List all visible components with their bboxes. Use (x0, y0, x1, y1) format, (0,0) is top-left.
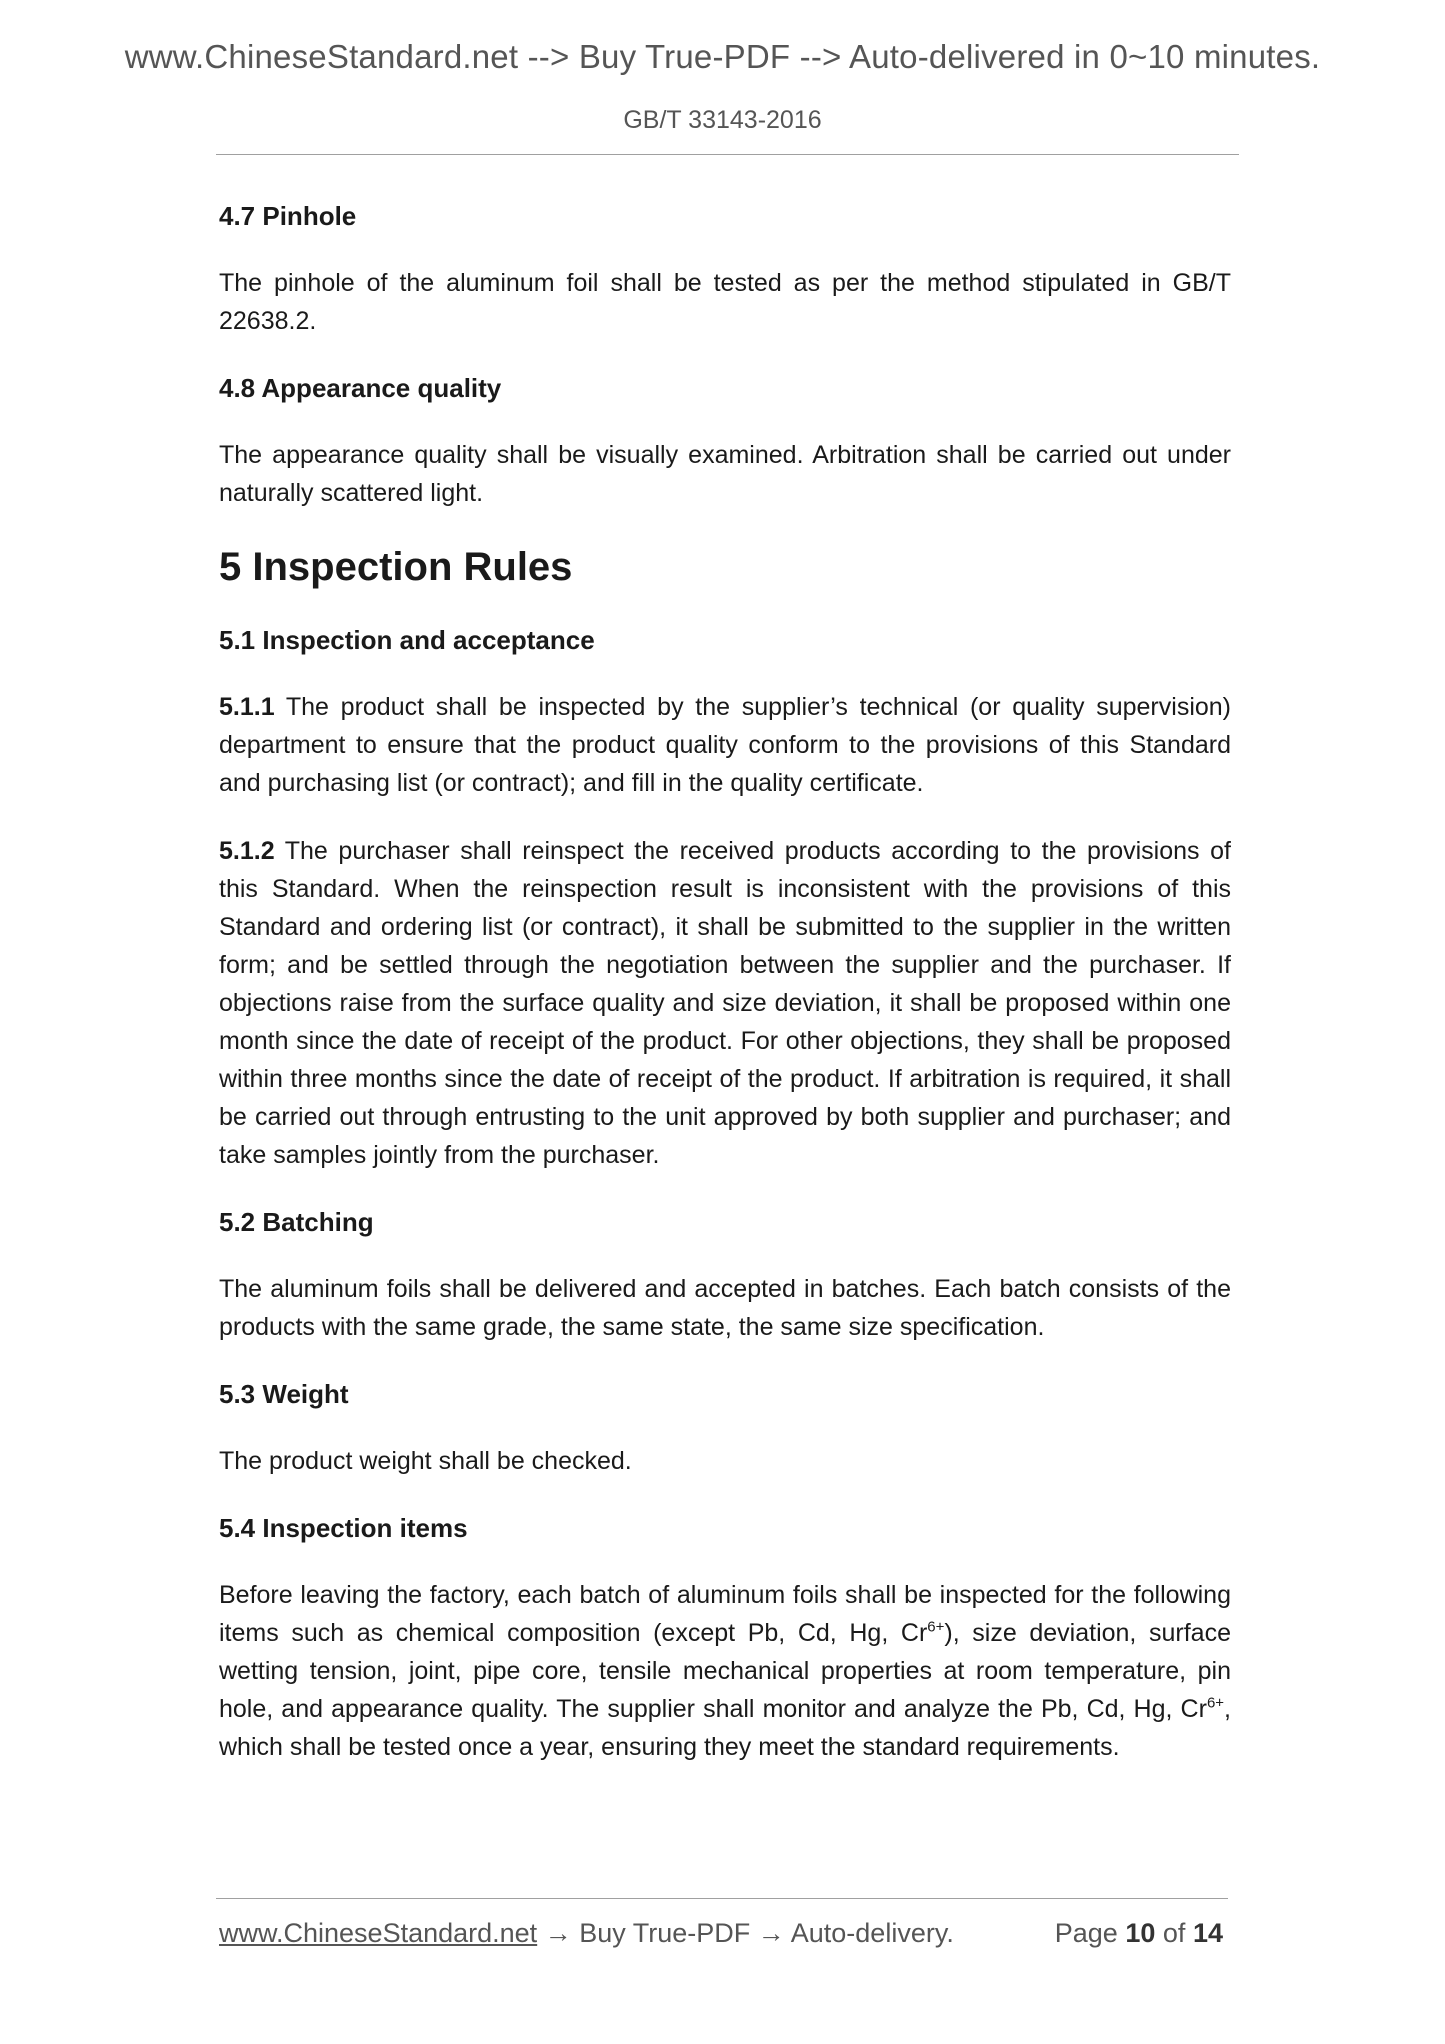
footer-site-link[interactable]: www.ChineseStandard.net (219, 1918, 538, 1948)
clause-number: 5.1.1 (219, 693, 275, 721)
of-label: of (1162, 1918, 1186, 1948)
clause-5-1-1 (219, 688, 1231, 802)
section-4-7-heading: 4.7 Pinhole (219, 201, 357, 231)
header-banner: www.ChineseStandard.net --> Buy True-PDF --> Auto-delivered in 0~10 minutes. (124, 38, 1321, 75)
page-number (1055, 1918, 1223, 1949)
section-5-heading: 5 Inspection Rules (219, 545, 573, 589)
section-5-4-heading: 5.4 Inspection items (219, 1513, 468, 1543)
superscript: 6+ (1206, 1694, 1225, 1712)
footer-divider (216, 1898, 1228, 1899)
text-part: , which shall be tested once a year, ensuring they meet the standard requirements. (219, 1695, 1231, 1761)
section-5-3-text: The product weight shall be checked. (219, 1447, 632, 1475)
page-total: 14 (1192, 1918, 1223, 1948)
section-4-8-heading: 4.8 Appearance quality (219, 373, 502, 403)
standard-code: GB/T 33143-2016 (623, 106, 822, 134)
page-footer (219, 1918, 1223, 1954)
superscript: 6+ (927, 1618, 945, 1636)
section-4-7-text: The pinhole of the aluminum foil shall be tested as per the method stipulated in GB/T 22638.2. (219, 269, 1231, 335)
section-5-1-heading: 5.1 Inspection and acceptance (219, 625, 595, 655)
section-5-2-text: The aluminum foils shall be delivered and accepted in batches. Each batch consists of the products with the same grade, the same state, the same size specification. (219, 1275, 1231, 1341)
section-4-8-text: The appearance quality shall be visually examined. Arbitration shall be carried out under naturally scattered light. (219, 441, 1231, 507)
section-5-2-heading: 5.2 Batching (219, 1207, 374, 1237)
document-body (219, 198, 1231, 1796)
section-5-3-heading: 5.3 Weight (219, 1379, 349, 1409)
page-label: Page (1054, 1918, 1118, 1948)
arrow-right-icon: → (757, 1918, 785, 1948)
section-5-4-text (219, 1576, 1231, 1766)
clause-number: 5.1.2 (219, 837, 275, 865)
footer-links (219, 1918, 954, 1949)
text-part: ), size deviation, surface wetting tension, joint, pipe core, tensile mechanical properties at room temperature, pin hole, and appearance quality. The supplier shall monitor and analyze the Pb, Cd, Hg, Cr (219, 1619, 1231, 1723)
header-divider (216, 154, 1239, 155)
arrow-right-icon: → (544, 1918, 572, 1948)
clause-text: The purchaser shall reinspect the received products according to the provisions of this Standard. When the reinspection result is inconsistent with the provisions of this Standard and ordering list (or contract), it shall be submitted to the supplier in the written form; and be settled through the negotiation between the supplier and the purchaser. If objections raise from the surface quality and size deviation, it shall be proposed within one month since the date of receipt of the product. For other objections, they shall be proposed within three months since the date of receipt of the product. If arbitration is required, it shall be carried out through entrusting to the unit approved by both supplier and purchaser; and take samples jointly from the purchaser. (219, 837, 1231, 1169)
page-current: 10 (1125, 1918, 1156, 1948)
footer-buy-text: Buy True-PDF (571, 1918, 758, 1948)
clause-5-1-2 (219, 832, 1231, 1174)
clause-text: The product shall be inspected by the supplier’s technical (or quality supervision) department to ensure that the product quality conform to the provisions of this Standard and purchasing list (or contract); and fill in the quality certificate. (219, 693, 1231, 797)
footer-delivery-text: Auto-delivery. (784, 1918, 954, 1948)
text-part: Before leaving the factory, each batch of aluminum foils shall be inspected for the following items such as chemical composition (except Pb, Cd, Hg, Cr (219, 1581, 1231, 1647)
